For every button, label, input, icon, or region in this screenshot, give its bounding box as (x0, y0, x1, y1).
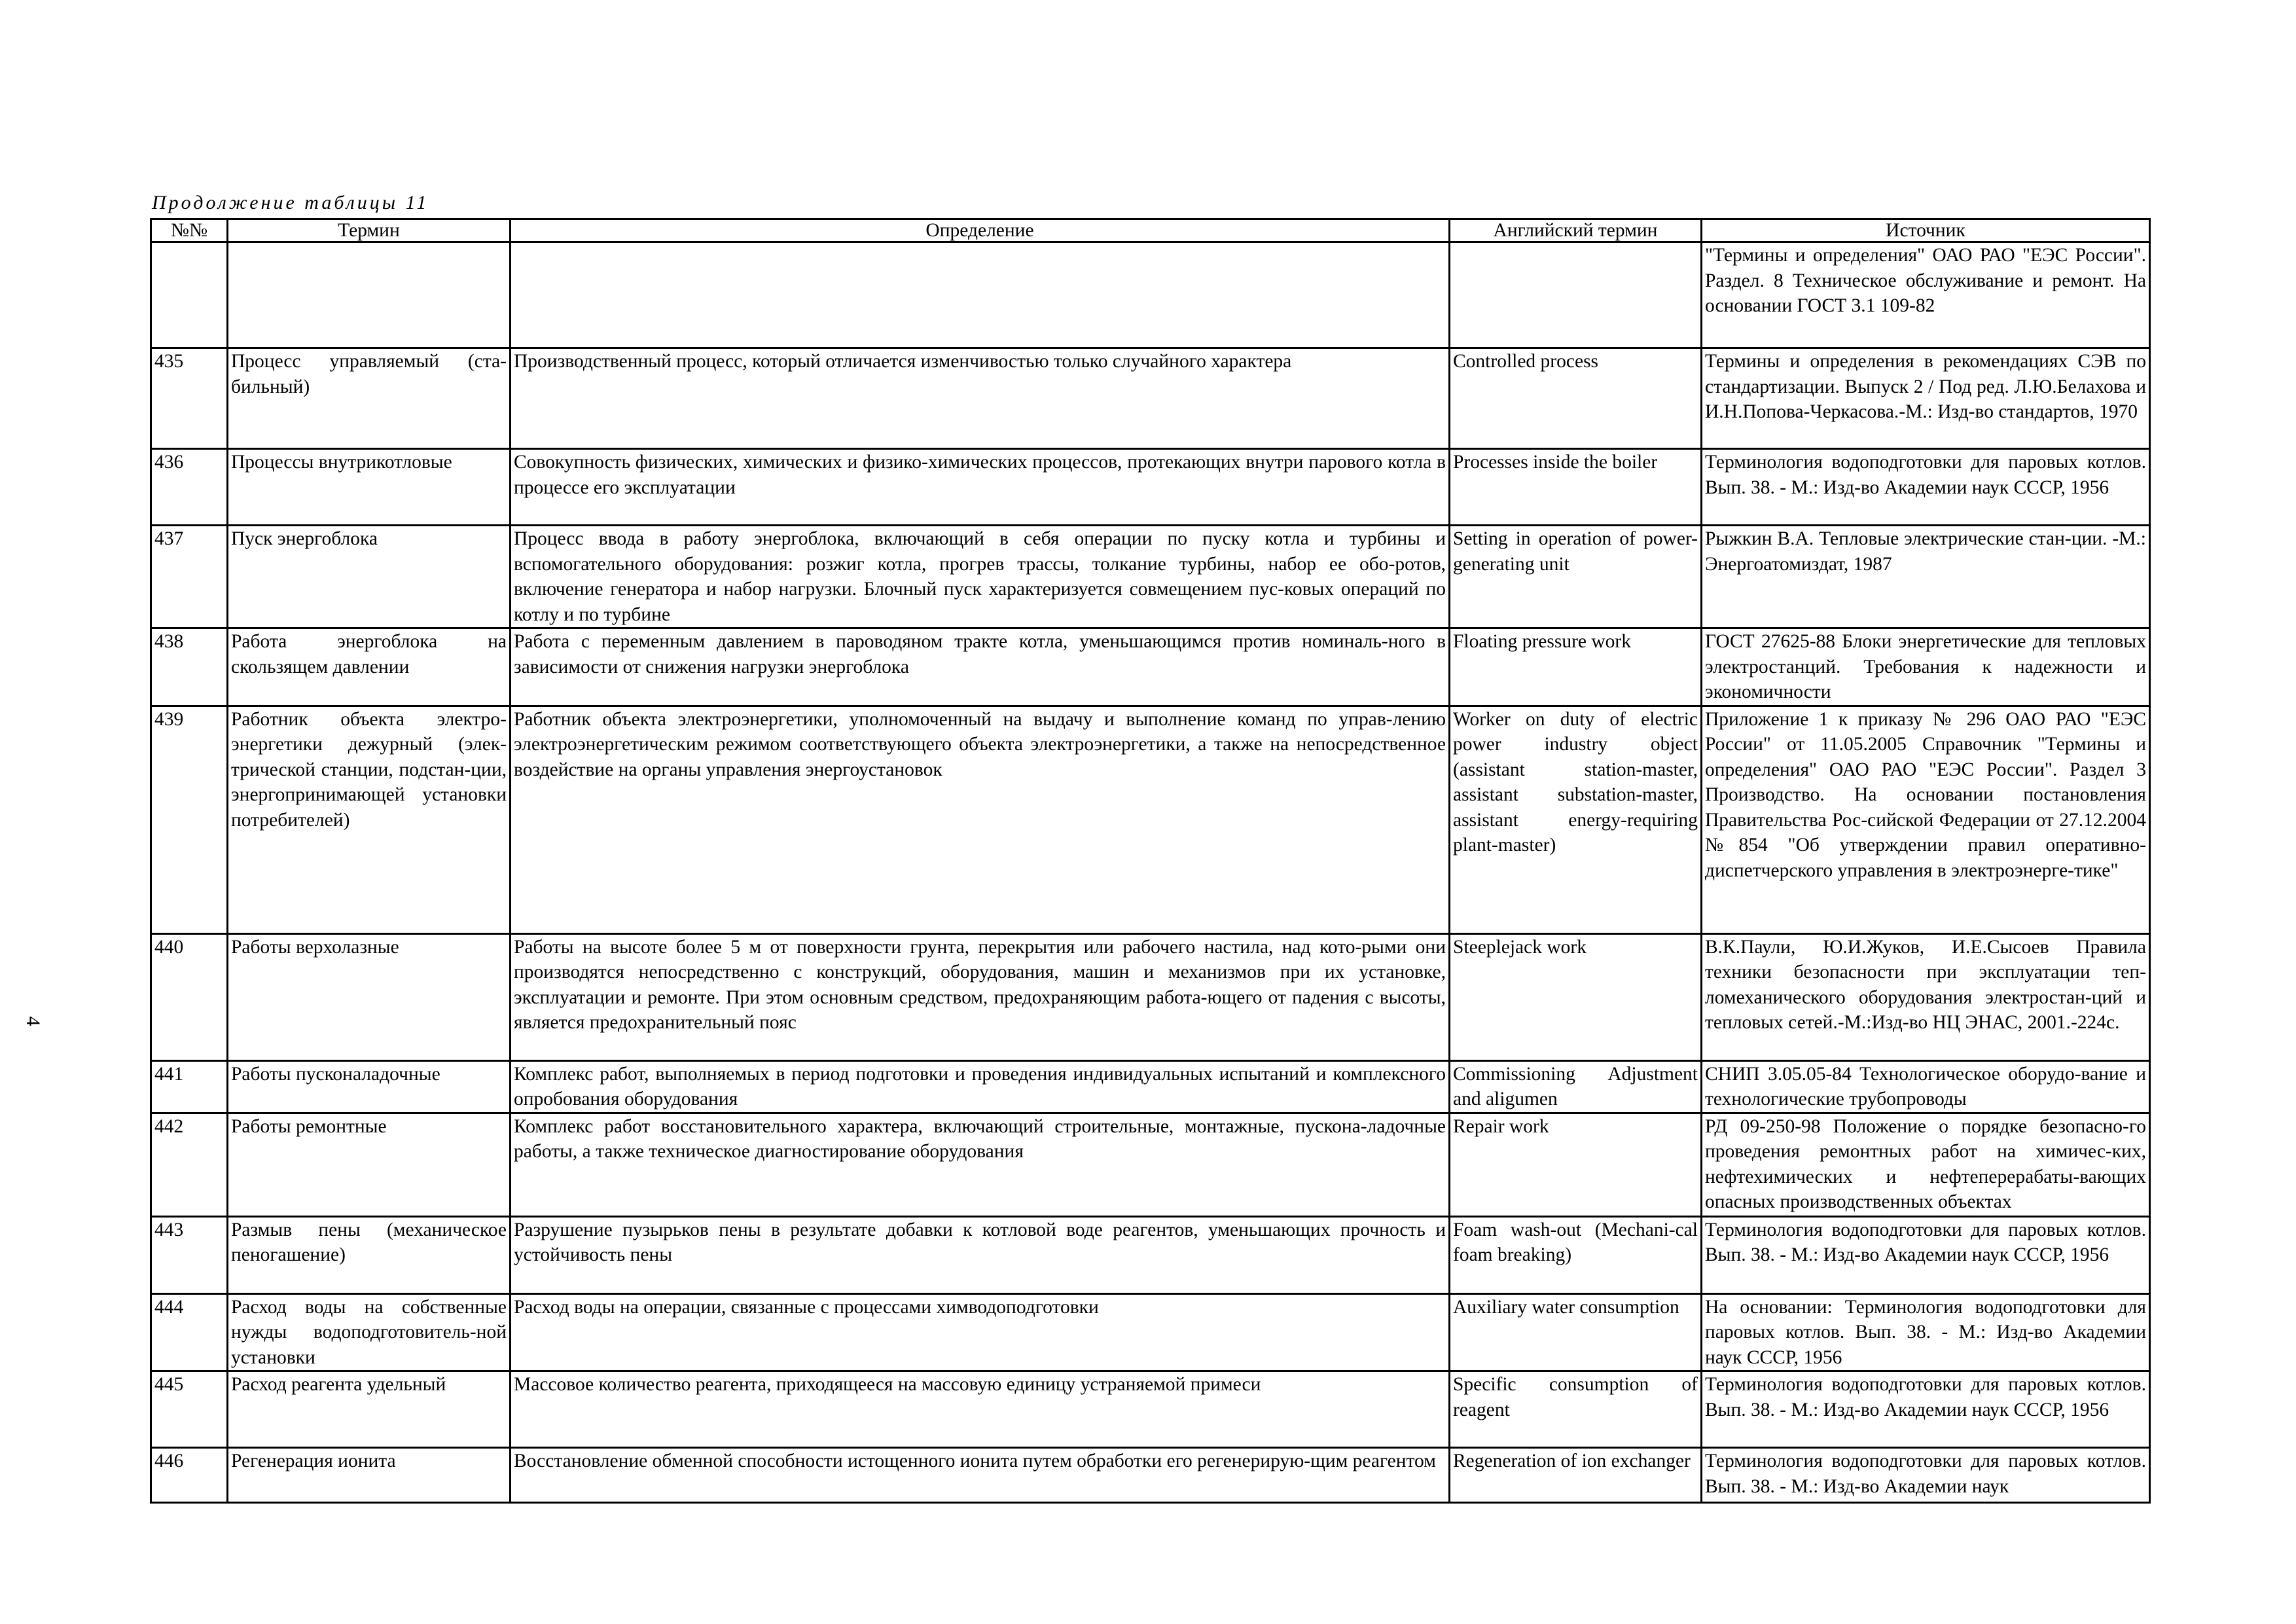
row-term: Расход воды на собственные нужды водоподготовитель-ной установки (228, 1293, 511, 1371)
header-definition: Определение (511, 219, 1450, 242)
row-source: РД 09-250-98 Положение о порядке безопасно-го проведения ремонтных работ на химичес-ких, нефтехимических и нефтеперерабаты-вающих опасных производственных объектах (1702, 1113, 2150, 1216)
row-number (151, 242, 228, 348)
table-row (151, 1448, 2150, 1503)
row-english-term: Steeplejack work (1450, 933, 1702, 1060)
row-term: Расход реагента удельный (228, 1371, 511, 1448)
row-english-term: Auxiliary water consumption (1450, 1293, 1702, 1371)
row-definition: Расход воды на операции, связанные с процессами химводоподготовки (511, 1293, 1450, 1371)
row-definition: Работник объекта электроэнергетики, уполномоченный на выдачу и выполнение команд по управ-лению электроэнергетическим режимом соответствующего объекта электроэнергетики, а также на непосредственное воздействие на органы управления энергоустановок (511, 706, 1450, 933)
row-source: Терминология водоподготовки для паровых котлов. Вып. 38. - М.: Изд-во Академии наук СССР, 1956 (1702, 1371, 2150, 1448)
row-term: Работы ремонтные (228, 1113, 511, 1216)
row-source: "Термины и определения" ОАО РАО "ЕЭС России". Раздел. 8 Техническое обслуживание и ремонт. На основании ГОСТ 3.1 109-82 (1702, 242, 2150, 348)
row-english-term: Commissioning Adjustment and aligumen (1450, 1060, 1702, 1113)
table-row (151, 1371, 2150, 1448)
table-row (151, 449, 2150, 526)
row-english-term: Floating pressure work (1450, 628, 1702, 706)
page-number: 4 (22, 1016, 44, 1026)
table-row (151, 526, 2150, 628)
row-english-term: Repair work (1450, 1113, 1702, 1216)
row-term: Работа энергоблока на скользящем давлении (228, 628, 511, 706)
row-term: Работник объекта электро-энергетики дежурный (элек-трической станции, подстан-ции, энергопринимающей установки потребителей) (228, 706, 511, 933)
row-number: 442 (151, 1113, 228, 1216)
row-source: В.К.Паули, Ю.И.Жуков, И.Е.Сысоев Правила техники безопасности при эксплуатации теп-ломеханического оборудования электростан-ций и тепловых сетей.-М.:Изд-во НЦ ЭНАС, 2001.-224с. (1702, 933, 2150, 1060)
row-definition: Производственный процесс, который отличается изменчивостью только случайного характера (511, 348, 1450, 449)
row-number: 440 (151, 933, 228, 1060)
table-row (151, 1293, 2150, 1371)
row-number: 441 (151, 1060, 228, 1113)
row-definition: Процесс ввода в работу энергоблока, включающий в себя операции по пуску котла и турбины и вспомогательного оборудования: розжиг котла, прогрев трассы, толкание турбины, набор ее обо-ротов, включение генератора и набор нагрузки. Блочный пуск характеризуется совмещением пус-ковых операций по котлу и по турбине (511, 526, 1450, 628)
row-definition (511, 242, 1450, 348)
row-source: На основании: Терминология водоподготовки для паровых котлов. Вып. 38. - М.: Изд-во Академии наук СССР, 1956 (1702, 1293, 2150, 1371)
row-english-term: Regeneration of ion exchanger (1450, 1448, 1702, 1503)
row-number: 445 (151, 1371, 228, 1448)
row-english-term: Specific consumption of reagent (1450, 1371, 1702, 1448)
row-definition: Восстановление обменной способности истощенного ионита путем обработки его регенерирую-щим реагентом (511, 1448, 1450, 1503)
table-row (151, 1113, 2150, 1216)
table-caption: Продолжение таблицы 11 (152, 192, 429, 213)
row-source: Терминология водоподготовки для паровых котлов. Вып. 38. - М.: Изд-во Академии наук (1702, 1448, 2150, 1503)
row-term: Работы пусконаладочные (228, 1060, 511, 1113)
row-term: Процесс управляемый (ста-бильный) (228, 348, 511, 449)
row-definition: Комплекс работ восстановительного характера, включающий строительные, монтажные, пускона-ладочные работы, а также техническое диагностирование оборудования (511, 1113, 1450, 1216)
table-header-row (151, 219, 2150, 242)
table-row (151, 242, 2150, 348)
row-source: Приложение 1 к приказу № 296 ОАО РАО "ЕЭС России" от 11.05.2005 Справочник "Термины и определения" ОАО РАО "ЕЭС России". Раздел 3 Производство. На основании постановления Правительства Рос-сийской Федерации от 27.12.2004 №854 "Об утверждении правил оперативно-диспетчерского управления в электроэнерге-тике" (1702, 706, 2150, 933)
row-english-term: Processes inside the boiler (1450, 449, 1702, 526)
row-definition: Работа с переменным давлением в пароводяном тракте котла, уменьшающимся против номиналь-ного в зависимости от снижения нагрузки энергоблока (511, 628, 1450, 706)
table-row (151, 706, 2150, 933)
table-row (151, 1060, 2150, 1113)
row-source: Рыжкин В.А. Тепловые электрические стан-ции. -М.: Энергоатомиздат, 1987 (1702, 526, 2150, 628)
row-number: 438 (151, 628, 228, 706)
table-row (151, 933, 2150, 1060)
row-term: Пуск энергоблока (228, 526, 511, 628)
row-definition: Работы на высоте более 5 м от поверхности грунта, перекрытия или рабочего настила, над кото-рыми они производятся непосредственно с конструкций, оборудования, машин и механизмов при их установке, эксплуатации и ремонте. При этом основным средством, предохраняющим работа-ющего от падения с высоты, является предохранительный пояс (511, 933, 1450, 1060)
row-source: СНИП 3.05.05-84 Технологическое оборудо-вание и технологические трубопроводы (1702, 1060, 2150, 1113)
table-row (151, 348, 2150, 449)
row-number: 437 (151, 526, 228, 628)
row-term: Размыв пены (механическое пеногашение) (228, 1216, 511, 1293)
row-source: Термины и определения в рекомендациях СЭВ по стандартизации. Выпуск 2 / Под ред. Л.Ю.Белахова и И.Н.Попова-Черкасова.-М.: Изд-во стандартов, 1970 (1702, 348, 2150, 449)
row-english-term: Worker on duty of electric power industry object (assistant station-master, assistant substation-master, assistant energy-requiring plant-master) (1450, 706, 1702, 933)
row-english-term (1450, 242, 1702, 348)
row-english-term: Controlled process (1450, 348, 1702, 449)
terms-table (150, 218, 2151, 1504)
row-number: 435 (151, 348, 228, 449)
row-definition: Разрушение пузырьков пены в результате добавки к котловой воде реагентов, уменьшающих прочность и устойчивость пены (511, 1216, 1450, 1293)
row-definition: Массовое количество реагента, приходящееся на массовую единицу устраняемой примеси (511, 1371, 1450, 1448)
header-source: Источник (1702, 219, 2150, 242)
row-term: Регенерация ионита (228, 1448, 511, 1503)
row-definition: Совокупность физических, химических и физико-химических процессов, протекающих внутри парового котла в процессе его эксплуатации (511, 449, 1450, 526)
row-term: Процессы внутрикотловые (228, 449, 511, 526)
row-number: 444 (151, 1293, 228, 1371)
row-term: Работы верхолазные (228, 933, 511, 1060)
row-source: ГОСТ 27625-88 Блоки энергетические для тепловых электростанций. Требования к надежности и экономичности (1702, 628, 2150, 706)
row-number: 446 (151, 1448, 228, 1503)
row-english-term: Setting in operation of power-generating unit (1450, 526, 1702, 628)
row-source: Терминология водоподготовки для паровых котлов. Вып. 38. - М.: Изд-во Академии наук СССР, 1956 (1702, 1216, 2150, 1293)
row-english-term: Foam wash-out (Mechani-cal foam breaking) (1450, 1216, 1702, 1293)
header-term: Термин (228, 219, 511, 242)
row-definition: Комплекс работ, выполняемых в период подготовки и проведения индивидуальных испытаний и комплексного опробования оборудования (511, 1060, 1450, 1113)
row-source: Терминология водоподготовки для паровых котлов. Вып. 38. - М.: Изд-во Академии наук СССР, 1956 (1702, 449, 2150, 526)
row-term (228, 242, 511, 348)
table-row (151, 628, 2150, 706)
row-number: 436 (151, 449, 228, 526)
row-number: 439 (151, 706, 228, 933)
row-number: 443 (151, 1216, 228, 1293)
header-english-term: Английский термин (1450, 219, 1702, 242)
header-number: №№ (151, 219, 228, 242)
table-row (151, 1216, 2150, 1293)
